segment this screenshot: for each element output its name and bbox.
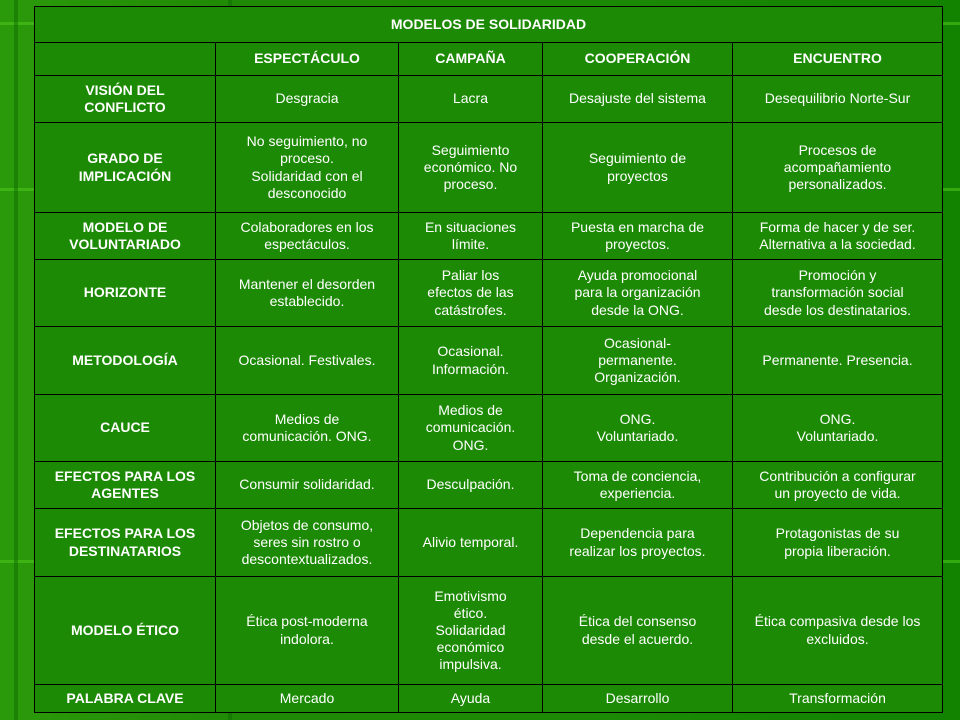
table-cell: Medios de comunicación. ONG.	[399, 395, 543, 462]
table-title: MODELOS DE SOLIDARIDAD	[35, 7, 943, 43]
table-cell: Promoción y transformación social desde los destinatarios.	[733, 260, 943, 327]
table-cell: Procesos de acompañamiento personalizados.	[733, 123, 943, 213]
table-cell: Puesta en marcha de proyectos.	[543, 213, 733, 260]
header-row	[35, 43, 943, 76]
solidarity-models-table	[34, 6, 943, 713]
table-cell: Colaboradores en los espectáculos.	[216, 213, 399, 260]
row-label: MODELO ÉTICO	[35, 577, 216, 685]
table-cell: No seguimiento, no proceso. Solidaridad con el desconocido	[216, 123, 399, 213]
table-cell: Mercado	[216, 685, 399, 713]
row-label: GRADO DE IMPLICACIÓN	[35, 123, 216, 213]
table-row	[35, 509, 943, 577]
table-cell: Seguimiento económico. No proceso.	[399, 123, 543, 213]
row-label: VISIÓN DEL CONFLICTO	[35, 76, 216, 123]
table-cell: Ocasional. Información.	[399, 327, 543, 395]
table-row	[35, 260, 943, 327]
solidarity-models-table-container	[34, 6, 942, 712]
table-cell: Consumir solidaridad.	[216, 462, 399, 509]
table-cell: ONG. Voluntariado.	[733, 395, 943, 462]
table-cell: Transformación	[733, 685, 943, 713]
table-cell: Alivio temporal.	[399, 509, 543, 577]
table-cell: Contribución a configurar un proyecto de vida.	[733, 462, 943, 509]
table-cell: Mantener el desorden establecido.	[216, 260, 399, 327]
table-cell: Dependencia para realizar los proyectos.	[543, 509, 733, 577]
column-header-campana: CAMPAÑA	[399, 43, 543, 76]
table-cell: Medios de comunicación. ONG.	[216, 395, 399, 462]
table-row	[35, 577, 943, 685]
table-cell: Desarrollo	[543, 685, 733, 713]
table-cell: Ética del consenso desde el acuerdo.	[543, 577, 733, 685]
column-header-encuentro: ENCUENTRO	[733, 43, 943, 76]
table-cell: ONG. Voluntariado.	[543, 395, 733, 462]
background-stripe	[14, 0, 18, 720]
table-cell: Toma de conciencia, experiencia.	[543, 462, 733, 509]
table-cell: Lacra	[399, 76, 543, 123]
row-label: MODELO DE VOLUNTARIADO	[35, 213, 216, 260]
row-label: EFECTOS PARA LOS AGENTES	[35, 462, 216, 509]
table-row	[35, 462, 943, 509]
table-cell: Forma de hacer y de ser. Alternativa a la sociedad.	[733, 213, 943, 260]
table-row	[35, 213, 943, 260]
table-cell: Desculpación.	[399, 462, 543, 509]
row-label: METODOLOGÍA	[35, 327, 216, 395]
column-header-cooperacion: COOPERACIÓN	[543, 43, 733, 76]
table-cell: Protagonistas de su propia liberación.	[733, 509, 943, 577]
table-cell: Ayuda	[399, 685, 543, 713]
column-header-espectaculo: ESPECTÁCULO	[216, 43, 399, 76]
row-label: CAUCE	[35, 395, 216, 462]
table-cell: Seguimiento de proyectos	[543, 123, 733, 213]
table-cell: Ética compasiva desde los excluidos.	[733, 577, 943, 685]
table-row	[35, 685, 943, 713]
table-cell: Emotivismo ético. Solidaridad económico impulsiva.	[399, 577, 543, 685]
table-cell: Desgracia	[216, 76, 399, 123]
table-row	[35, 123, 943, 213]
row-label: HORIZONTE	[35, 260, 216, 327]
table-row	[35, 327, 943, 395]
table-cell: Permanente. Presencia.	[733, 327, 943, 395]
title-row	[35, 7, 943, 43]
row-label: PALABRA CLAVE	[35, 685, 216, 713]
row-label: EFECTOS PARA LOS DESTINATARIOS	[35, 509, 216, 577]
table-row	[35, 395, 943, 462]
table-cell: Ocasional. Festivales.	[216, 327, 399, 395]
table-cell: Desequilibrio Norte-Sur	[733, 76, 943, 123]
table-cell: Ética post-moderna indolora.	[216, 577, 399, 685]
corner-cell	[35, 43, 216, 76]
table-cell: Paliar los efectos de las catástrofes.	[399, 260, 543, 327]
table-cell: En situaciones límite.	[399, 213, 543, 260]
table-cell: Desajuste del sistema	[543, 76, 733, 123]
table-cell: Objetos de consumo, seres sin rostro o descontextualizados.	[216, 509, 399, 577]
table-cell: Ayuda promocional para la organización desde la ONG.	[543, 260, 733, 327]
table-row	[35, 76, 943, 123]
table-cell: Ocasional- permanente. Organización.	[543, 327, 733, 395]
